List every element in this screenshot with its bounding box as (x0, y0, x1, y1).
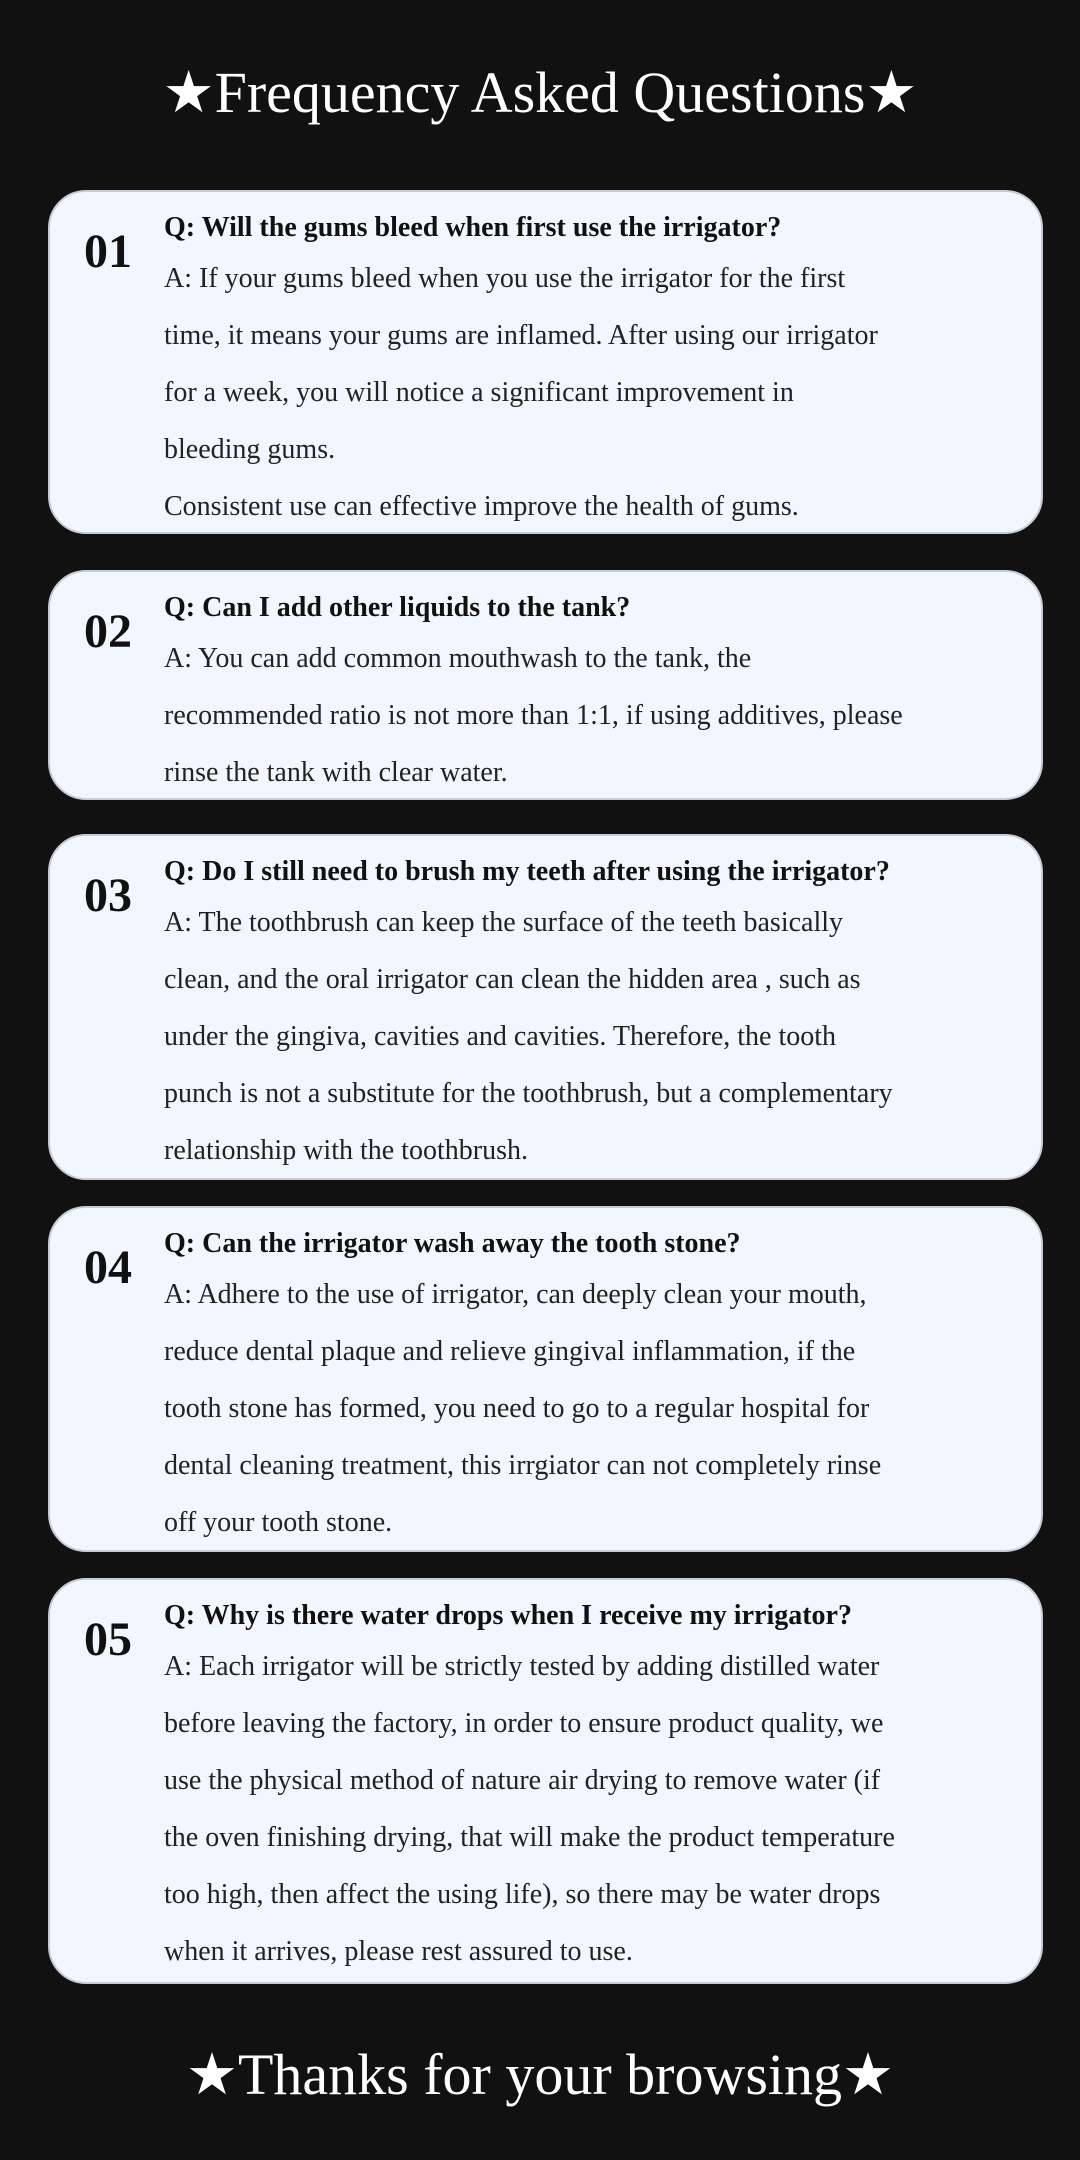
faq-answer-line: A: Adhere to the use of irrigator, can deeply clean your mouth, (164, 1279, 867, 1310)
faq-answer-line: before leaving the factory, in order to ensure product quality, we (164, 1708, 884, 1739)
faq-number: 05 (84, 1613, 132, 1666)
faq-answer-line: punch is not a substitute for the toothbrush, but a complementary (164, 1078, 893, 1109)
faq-answer-line: A: If your gums bleed when you use the irrigator for the first (164, 263, 846, 294)
faq-answer-line: bleeding gums. (164, 434, 336, 465)
faq-answer-line: relationship with the toothbrush. (164, 1135, 528, 1166)
faq-answer-line: Consistent use can effective improve the health of gums. (164, 491, 799, 522)
faq-answer-line: rinse the tank with clear water. (164, 757, 508, 788)
faq-answer-line: time, it means your gums are inflamed. After using our irrigator (164, 320, 878, 351)
faq-item-02 (48, 570, 1043, 800)
faq-number: 03 (84, 869, 132, 922)
faq-answer-line: A: The toothbrush can keep the surface of the teeth basically (164, 907, 844, 938)
faq-answer-line: use the physical method of nature air drying to remove water (if (164, 1765, 881, 1796)
footer-title: ★Thanks for your browsing★ (185, 2042, 895, 2107)
faq-answer-line: when it arrives, please rest assured to use. (164, 1936, 633, 1967)
faq-answer-line: dental cleaning treatment, this irrgiator can not completely rinse (164, 1450, 882, 1481)
faq-answer-line: tooth stone has formed, you need to go to a regular hospital for (164, 1393, 870, 1424)
faq-answer (164, 894, 1021, 1179)
faq-item-01 (48, 190, 1043, 534)
faq-answer (164, 630, 1021, 801)
faq-number: 02 (84, 605, 132, 658)
faq-answer-line: the oven finishing drying, that will make the product temperature (164, 1822, 895, 1853)
faq-content (164, 850, 1021, 1179)
faq-content (164, 1222, 1021, 1551)
faq-item-04 (48, 1206, 1043, 1552)
faq-answer-line: recommended ratio is not more than 1:1, if using additives, please (164, 700, 903, 731)
faq-answer-line: too high, then affect the using life), so there may be water drops (164, 1879, 881, 1910)
faq-content (164, 206, 1021, 535)
faq-answer-line: A: Each irrigator will be strictly tested by adding distilled water (164, 1651, 880, 1682)
faq-answer-line: clean, and the oral irrigator can clean the hidden area , such as (164, 964, 861, 995)
faq-question: Q: Can the irrigator wash away the tooth stone? (164, 1228, 741, 1259)
faq-answer (164, 1638, 1021, 1980)
page-title: ★Frequency Asked Questions★ (162, 60, 918, 125)
faq-question: Q: Can I add other liquids to the tank? (164, 592, 631, 623)
faq-question: Q: Why is there water drops when I receive my irrigator? (164, 1600, 852, 1631)
faq-item-05 (48, 1578, 1043, 1984)
faq-answer-line: A: You can add common mouthwash to the tank, the (164, 643, 752, 674)
faq-number: 04 (84, 1241, 132, 1294)
faq-question: Q: Will the gums bleed when first use the irrigator? (164, 212, 782, 243)
faq-answer-line: for a week, you will notice a significant improvement in (164, 377, 794, 408)
faq-answer (164, 250, 1021, 535)
faq-answer-line: off your tooth stone. (164, 1507, 393, 1538)
faq-answer (164, 1266, 1021, 1551)
faq-item-03 (48, 834, 1043, 1180)
faq-number: 01 (84, 225, 132, 278)
faq-content (164, 1594, 1021, 1980)
faq-answer-line: under the gingiva, cavities and cavities. Therefore, the tooth (164, 1021, 837, 1052)
faq-answer-line: reduce dental plaque and relieve gingival inflammation, if the (164, 1336, 856, 1367)
faq-content (164, 586, 1021, 801)
faq-question: Q: Do I still need to brush my teeth after using the irrigator? (164, 856, 890, 887)
